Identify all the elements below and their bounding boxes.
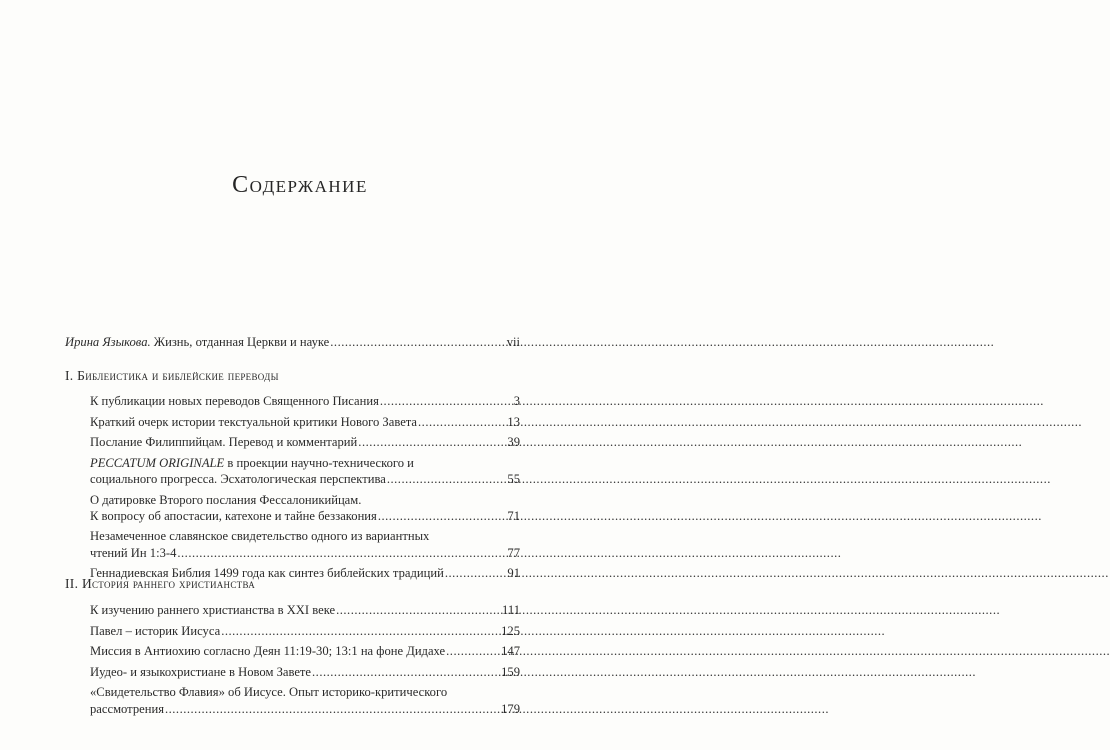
page-number: vii [506, 335, 520, 349]
entry-title-cont: чтений Ин 1:3-4 [90, 545, 177, 560]
page-number: 71 [507, 508, 520, 523]
section-2-entries [90, 602, 520, 721]
entry-title: Краткий очерк истории текстуальной критики Нового Завета [90, 414, 418, 429]
leader-dots [165, 701, 500, 717]
entry-title: Геннадиевская Библия 1499 года как синтез библейских традиций [90, 566, 444, 581]
entry-title-cont: К вопросу об апостасии, катехоне и тайне беззакония [90, 508, 377, 523]
entry-title: О датировке Второго послания Фессалоникийцам. [90, 492, 362, 507]
toc-entry[interactable] [90, 643, 520, 659]
entry-title: К изучению раннего христианства в XXI веке [90, 603, 336, 617]
leader-dots [312, 664, 500, 680]
entry-title: К публикации новых переводов Священного Писания [90, 394, 379, 408]
entry-title: Павел – историк Иисуса [90, 623, 221, 638]
entry-title: Миссия в Антиохию согласно Деян 11:19-30; 13:1 на фоне Дидахе [90, 644, 446, 659]
leader-dots [330, 334, 505, 350]
section-heading-2: II. История раннего христианства [65, 576, 255, 591]
section-heading-1: I. Библеистика и библейские переводы [65, 368, 279, 383]
entry-title: «Свидетельство Флавия» об Иисусе. Опыт историко-критического [90, 685, 448, 700]
page-number: 179 [501, 701, 520, 716]
page-number: 77 [507, 545, 520, 560]
entry-title-cont: социального прогресса. Эсхатологическая перспектива [90, 471, 386, 486]
entry-title: в проекции научно-технического и [224, 455, 414, 470]
intro-title: Жизнь, отданная Церкви и науке [153, 335, 330, 349]
leader-dots [177, 545, 506, 561]
toc-entry[interactable] [90, 623, 520, 639]
entry-title: Иудео- и языкохристиане в Новом Завете [90, 664, 312, 679]
entry-title: Незамеченное славянское свидетельство одного из вариантных [90, 529, 430, 544]
leader-dots [221, 623, 500, 639]
leader-dots [358, 434, 506, 450]
leader-dots [380, 393, 513, 409]
section-1-entries [90, 393, 520, 586]
leader-dots [418, 414, 506, 430]
page-title: Содержание [232, 172, 368, 198]
page-number: 147 [501, 644, 520, 659]
page-number: 13 [507, 414, 520, 429]
leader-dots [378, 508, 507, 524]
toc-entry[interactable] [90, 455, 520, 487]
toc-entry[interactable] [90, 528, 520, 560]
entry-title-cont: рассмотрения [90, 701, 164, 716]
leader-dots [336, 602, 501, 618]
toc-entry[interactable] [90, 684, 520, 716]
toc-intro-entry[interactable] [65, 334, 520, 350]
page-number: 159 [501, 664, 520, 679]
leader-dots [387, 471, 507, 487]
intro-author: Ирина Языкова. [65, 335, 151, 349]
page-number: 55 [507, 471, 520, 486]
entry-title: Послание Филиппийцам. Перевод и комментарий [90, 435, 358, 450]
entry-title-latin: PECCATUM ORIGINALE [90, 455, 225, 470]
page-number: 125 [501, 623, 520, 638]
toc-entry[interactable] [90, 492, 520, 524]
toc-entry[interactable] [90, 393, 520, 409]
page-number: 39 [507, 435, 520, 450]
page-number: 91 [507, 566, 520, 581]
page-number: 111 [502, 603, 520, 617]
leader-dots [446, 643, 500, 659]
page-number: 3 [513, 394, 520, 408]
toc-entry[interactable] [90, 664, 520, 680]
toc-entry[interactable] [90, 434, 520, 450]
toc-entry[interactable] [90, 414, 520, 430]
toc-entry[interactable] [90, 602, 520, 618]
leader-dots [445, 565, 507, 581]
entry-title-line [90, 455, 520, 471]
